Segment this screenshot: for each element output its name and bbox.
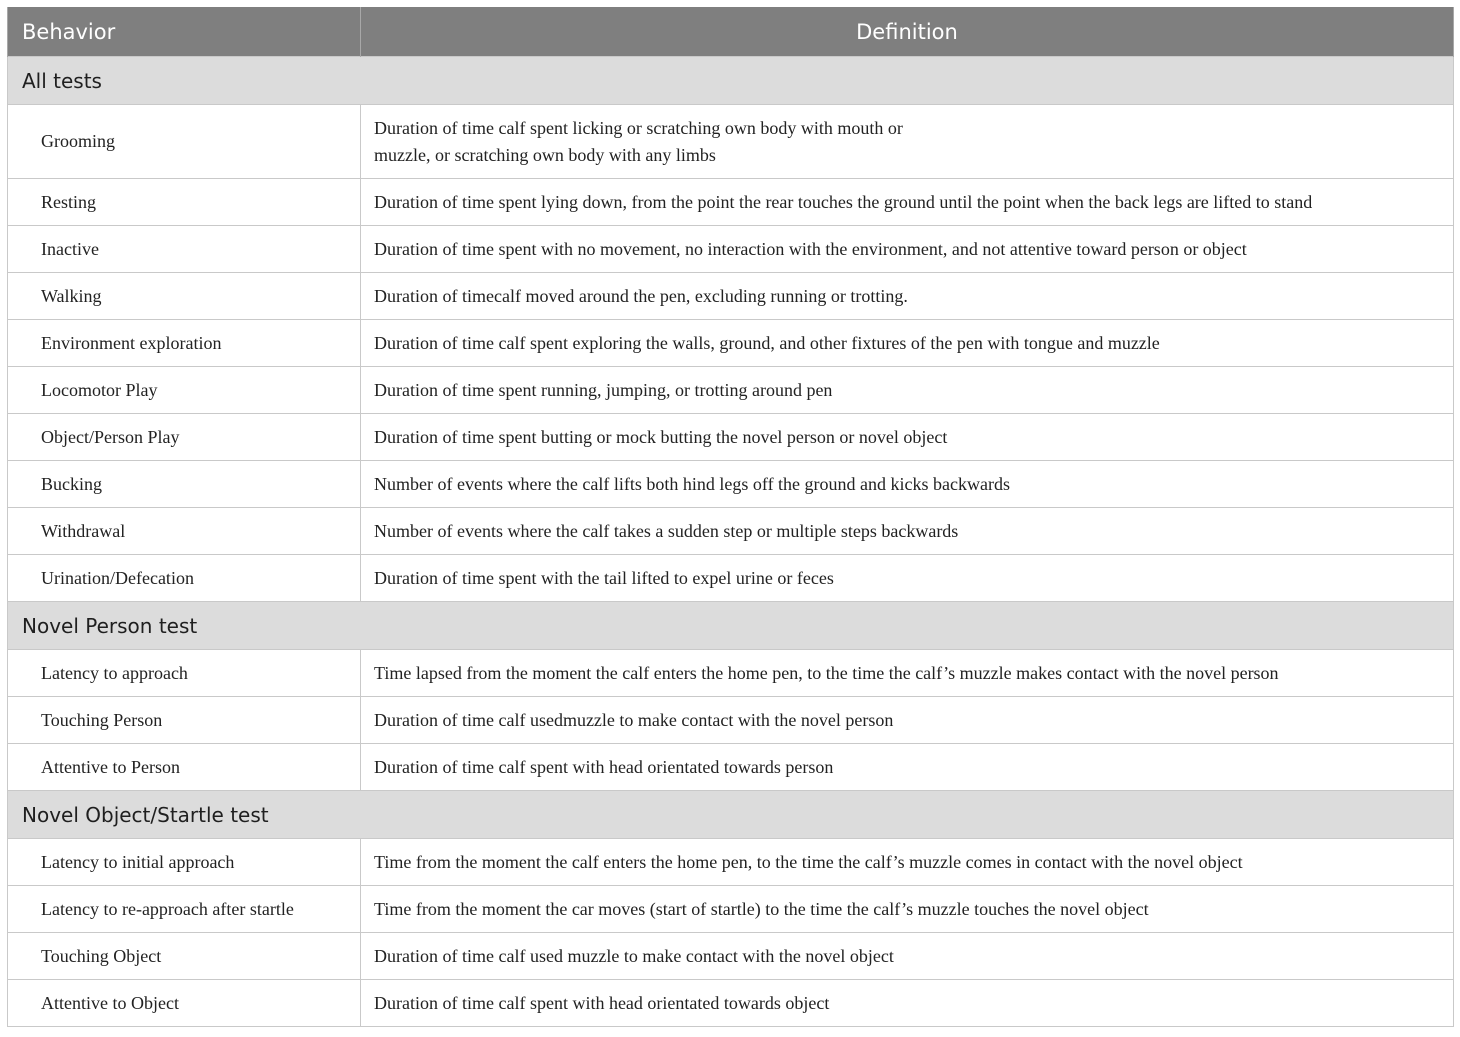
behavior-cell: Attentive to Person (8, 744, 361, 791)
definition-cell: Time from the moment the calf enters the home pen, to the time the calf’s muzzle comes in contact with the novel object (361, 839, 1454, 886)
behavior-cell: Latency to approach (8, 650, 361, 697)
behavior-cell: Touching Object (8, 933, 361, 980)
definition-cell: Duration of time calf usedmuzzle to make contact with the novel person (361, 697, 1454, 744)
definition-cell: Duration of time calf spent with head orientated towards object (361, 980, 1454, 1027)
behavior-cell: Environment exploration (8, 320, 361, 367)
definition-cell: Duration of time spent with no movement, no interaction with the environment, and not attentive toward person or object (361, 226, 1454, 273)
table-row (8, 650, 1454, 697)
behavior-cell: Object/Person Play (8, 414, 361, 461)
section-title: Novel Object/Startle test (8, 791, 1454, 839)
section-title: All tests (8, 57, 1454, 105)
definition-line: muzzle, or scratching own body with any limbs (374, 144, 716, 165)
definition-cell: Time from the moment the car moves (start of startle) to the time the calf’s muzzle touches the novel object (361, 886, 1454, 933)
definition-cell: Number of events where the calf takes a sudden step or multiple steps backwards (361, 508, 1454, 555)
definition-cell: Duration of time spent butting or mock butting the novel person or novel object (361, 414, 1454, 461)
table-row (8, 933, 1454, 980)
behavior-cell: Bucking (8, 461, 361, 508)
definition-cell: Duration of time spent with the tail lifted to expel urine or feces (361, 555, 1454, 602)
behavior-cell: Inactive (8, 226, 361, 273)
definition-cell: Duration of time spent lying down, from the point the rear touches the ground until the point when the back legs are lifted to stand (361, 179, 1454, 226)
table-row (8, 179, 1454, 226)
table-row (8, 414, 1454, 461)
table-row (8, 273, 1454, 320)
table-row (8, 697, 1454, 744)
definition-line: Duration of time calf spent licking or scratching own body with mouth or (374, 117, 903, 138)
table-row (8, 226, 1454, 273)
behavior-cell: Attentive to Object (8, 980, 361, 1027)
behavior-cell: Urination/Defecation (8, 555, 361, 602)
section-row (8, 791, 1454, 839)
behavior-cell: Grooming (8, 105, 361, 179)
table-row (8, 555, 1454, 602)
section-title: Novel Person test (8, 602, 1454, 650)
behavior-cell: Walking (8, 273, 361, 320)
behavior-cell: Resting (8, 179, 361, 226)
section-row (8, 602, 1454, 650)
behavior-cell: Latency to initial approach (8, 839, 361, 886)
table-row (8, 461, 1454, 508)
definition-cell: Duration of timecalf moved around the pen, excluding running or trotting. (361, 273, 1454, 320)
behavior-cell: Locomotor Play (8, 367, 361, 414)
definition-cell: Duration of time calf spent with head orientated towards person (361, 744, 1454, 791)
definition-cell: Duration of time calf used muzzle to make contact with the novel object (361, 933, 1454, 980)
column-header-definition: Definition (361, 7, 1454, 57)
definition-cell: Number of events where the calf lifts both hind legs off the ground and kicks backwards (361, 461, 1454, 508)
behavior-cell: Touching Person (8, 697, 361, 744)
table-row (8, 839, 1454, 886)
table-row (8, 105, 1454, 179)
behavior-cell: Latency to re-approach after startle (8, 886, 361, 933)
table-row (8, 886, 1454, 933)
table-row (8, 980, 1454, 1027)
definition-cell (361, 105, 1454, 179)
behavior-definition-table (7, 7, 1454, 1027)
definition-cell: Duration of time spent running, jumping, or trotting around pen (361, 367, 1454, 414)
behavior-cell: Withdrawal (8, 508, 361, 555)
table-row (8, 744, 1454, 791)
table-row (8, 367, 1454, 414)
definition-cell: Time lapsed from the moment the calf enters the home pen, to the time the calf’s muzzle makes contact with the novel person (361, 650, 1454, 697)
definition-cell: Duration of time calf spent exploring the walls, ground, and other fixtures of the pen with tongue and muzzle (361, 320, 1454, 367)
table-row (8, 320, 1454, 367)
table-row (8, 508, 1454, 555)
section-row (8, 57, 1454, 105)
column-header-behavior: Behavior (8, 7, 361, 57)
table-header-row (8, 7, 1454, 57)
